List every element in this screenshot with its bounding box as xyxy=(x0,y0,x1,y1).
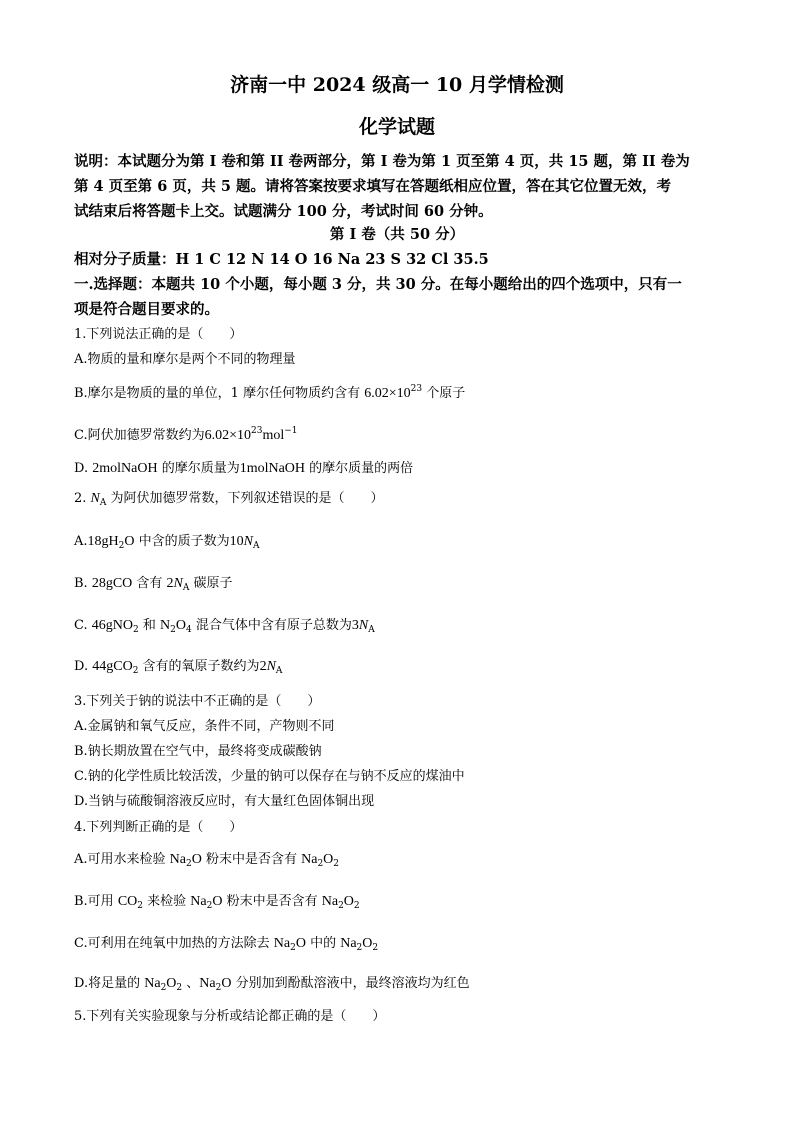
q3-stem: 3.下列关于钠的说法中不正确的是（ ） xyxy=(74,694,321,709)
q4-option-b: B.可用 $CO_2$ 来检验 $Na_2O$ 粉末中是否含有 $Na_2O_2$ xyxy=(74,894,360,911)
section1-line-1: 一.选择题：本题共 10 个小题，每小题 3 分，共 30 分。在每小题给出的四个选项中，只有一 xyxy=(74,276,682,293)
q2-option-a: $A.18gH_2O$ 中含的质子数为$10N_A$ xyxy=(74,534,260,551)
q4-stem: 4.下列判断正确的是（ ） xyxy=(74,820,243,835)
relative-masses: 相对分子质量：H 1 C 12 N 14 O 16 Na 23 S 32 Cl 35.5 xyxy=(74,251,489,268)
q1-option-b: B.摩尔是物质的量的单位，1 摩尔任何物质约含有 $6.02\times 10^{23}$ 个原子 xyxy=(74,384,466,401)
q3-option-c: C.钠的化学性质比较活泼，少量的钠可以保存在与钠不反应的煤油中 xyxy=(74,769,465,784)
q3-option-d: D.当钠与硫酸铜溶液反应时，有大量红色固体铜出现 xyxy=(74,794,375,809)
q1-option-d: D. 2molNaOH 的摩尔质量为1molNaOH 的摩尔质量的两倍 xyxy=(74,461,414,476)
q1-stem: 1.下列说法正确的是（ ） xyxy=(74,327,243,342)
q2-option-b: B. 28gCO 含有 $2N_A$ 碳原子 xyxy=(74,576,233,593)
q4-option-a: A.可用水来检验 $Na_2O$ 粉末中是否含有 $Na_2O_2$ xyxy=(74,852,340,869)
exam-title: 济南一中 2024 级高一 10 月学情检测 xyxy=(230,74,564,96)
q3-option-a: A.金属钠和氧气反应，条件不同，产物则不同 xyxy=(74,719,335,734)
q4-option-c: C.可利用在纯氧中加热的方法除去 $Na_2O$ 中的 $Na_2O_2$ xyxy=(74,936,379,953)
instructions-line-2: 第 4 页至第 6 页，共 5 题。请将答案按要求填写在答题纸相应位置，答在其它位置无效，考 xyxy=(74,178,672,195)
instructions-line-1: 说明：本试题分为第 I 卷和第 II 卷两部分，第 I 卷为第 1 页至第 4 页，共 15 题，第 II 卷为 xyxy=(74,153,690,170)
q4-option-d: D.将足量的 $Na_2O_2$ 、$Na_2O$ 分别加到酚酞溶液中，最终溶液均为红色 xyxy=(74,976,470,993)
q1-option-c: C.阿伏加德罗常数约为$6.02\times 10^{23}mol^{-1}$ xyxy=(74,426,298,443)
section1-line-2: 项是符合题目要求的。 xyxy=(74,301,219,318)
subject-title: 化学试题 xyxy=(358,116,435,138)
q3-option-b: B.钠长期放置在空气中，最终将变成碳酸钠 xyxy=(74,744,322,759)
q2-option-d: D. 44gCO$_2$ 含有的氧原子数约为$2N_A$ xyxy=(74,659,283,676)
part1-title: 第 I 卷（共 50 分） xyxy=(329,226,465,243)
q5-stem: 5.下列有关实验现象与分析或结论都正确的是（ ） xyxy=(74,1009,386,1024)
q1-option-a: A.物质的量和摩尔是两个不同的物理量 xyxy=(74,352,296,367)
instructions-line-3: 试结束后将答题卡上交。试题满分 100 分，考试时间 60 分钟。 xyxy=(74,203,493,220)
q2-option-c: C. 46gNO$_2$ 和 $N_2O_4$ 混合气体中含有原子总数为$3N_A$ xyxy=(74,618,375,635)
q2-stem: 2. $N_A$ 为阿伏加德罗常数，下列叙述错误的是（ ） xyxy=(74,491,384,508)
